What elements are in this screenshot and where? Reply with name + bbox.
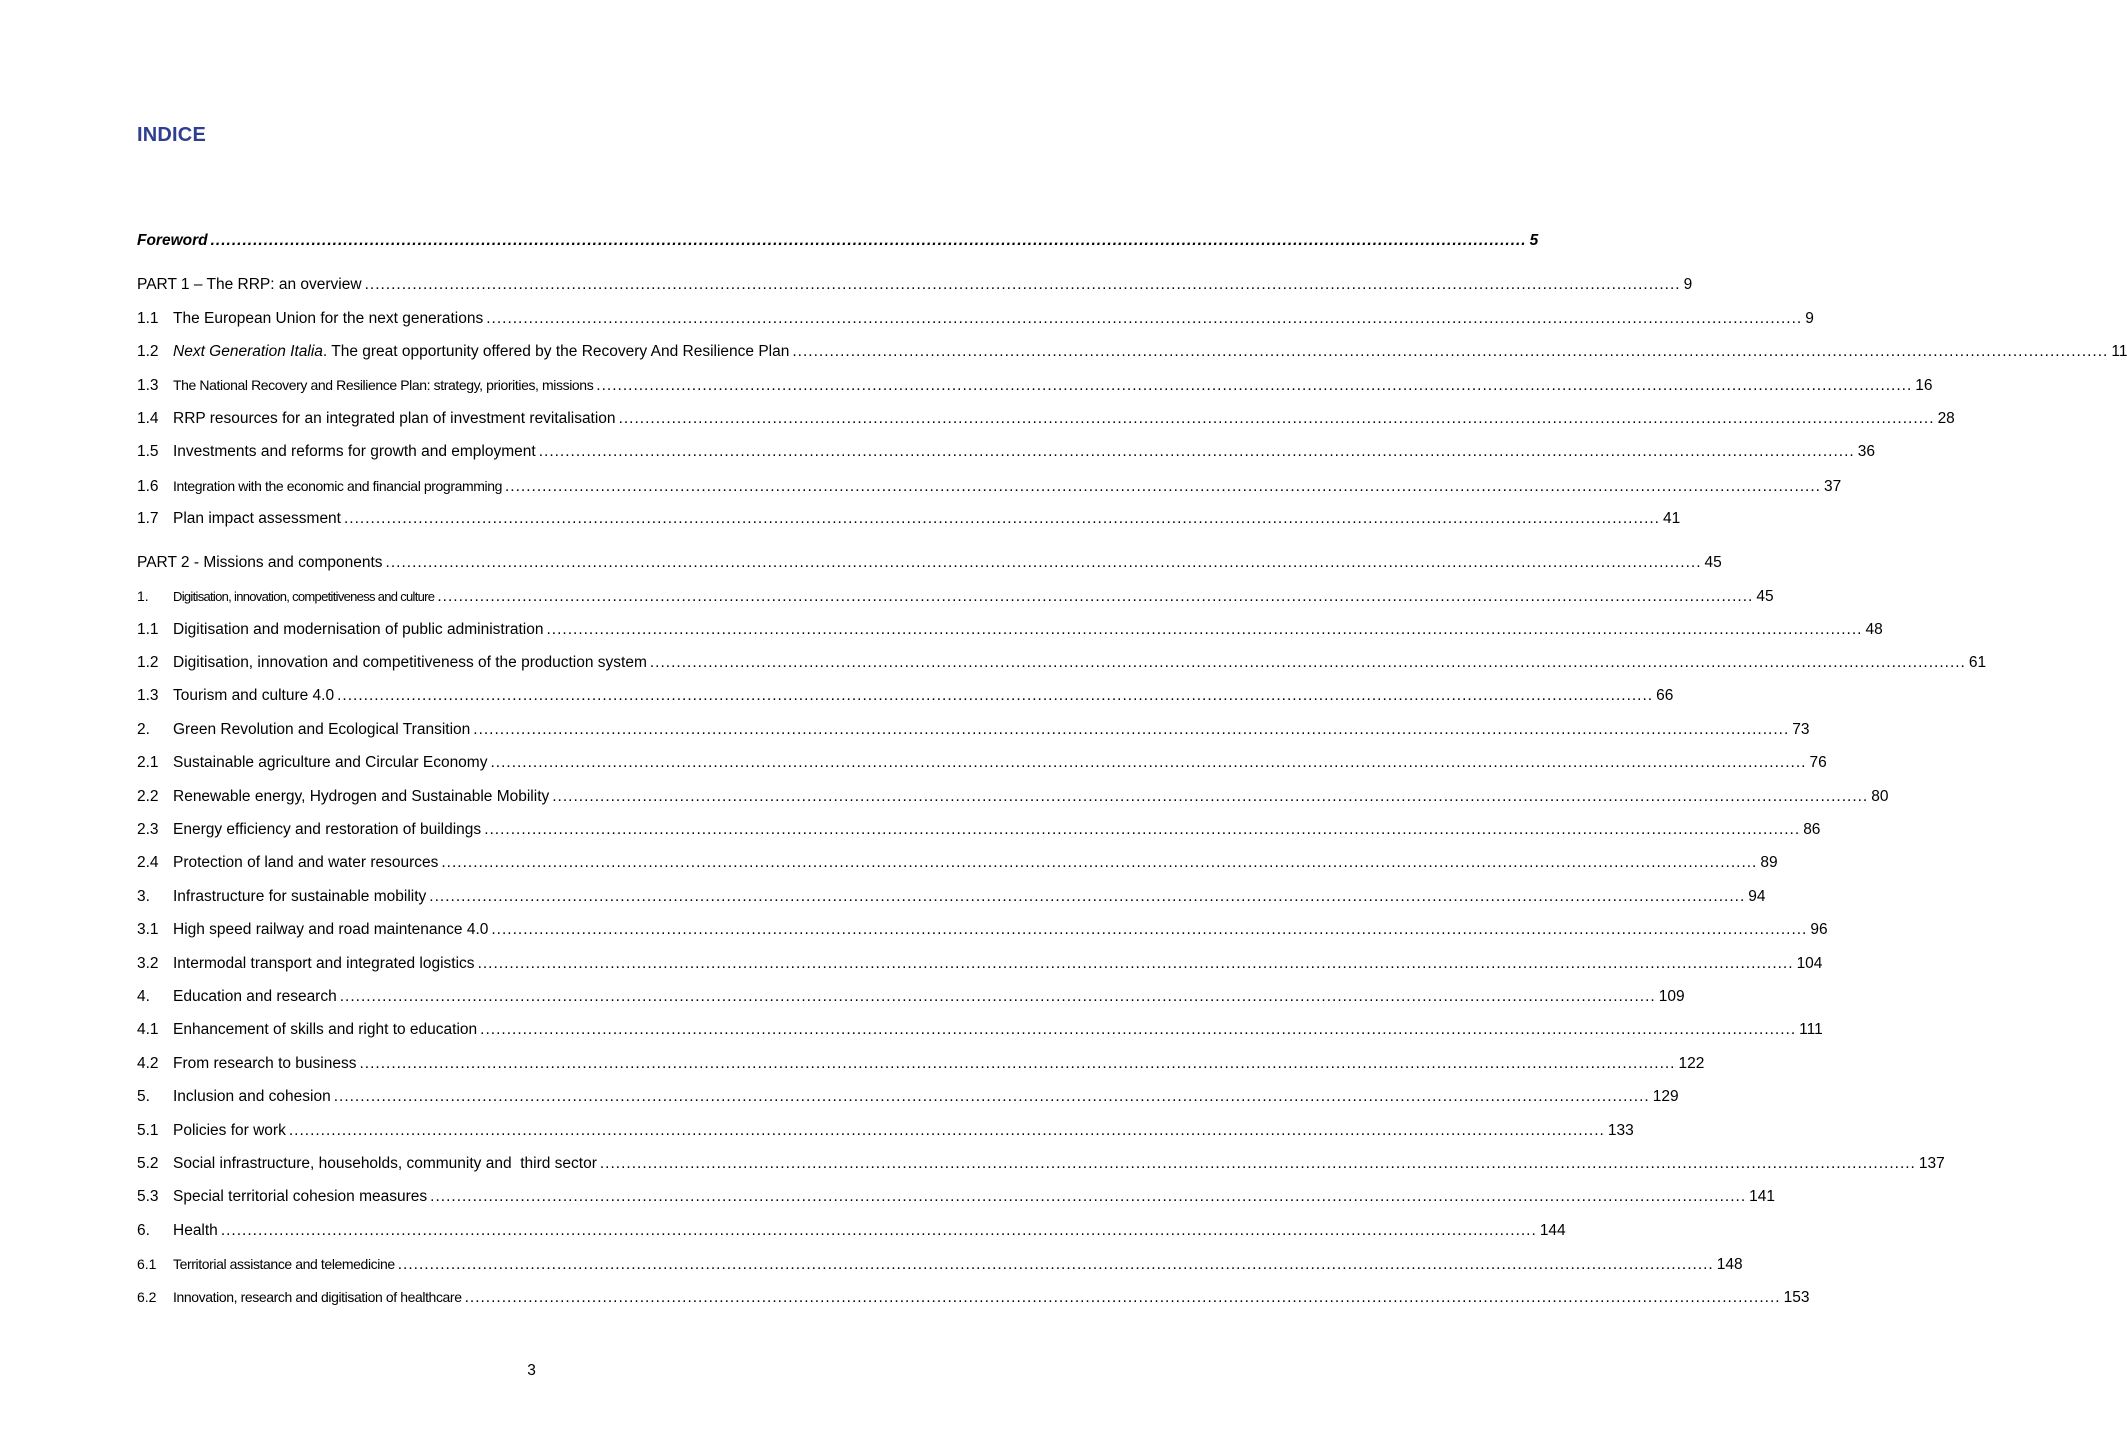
toc-entry-title-italic: Next Generation Italia [173,343,323,360]
toc-entry-title: Digitisation, innovation, competitiveness and culture [173,589,435,604]
toc-entry-title: Digitisation and modernisation of public administration [173,621,544,638]
toc-entry-title-rest: . The great opportunity offered by the Recovery And Resilience Plan [322,343,790,360]
toc-leader [539,441,1855,463]
toc-entry-title: Infrastructure for sustainable mobility [173,888,427,905]
toc-entry-title: Integration with the economic and financial programming [173,478,502,494]
toc-leader [340,986,1656,1008]
toc-entry[interactable] [137,475,1842,497]
toc-entry-page: 48 [1865,621,1883,638]
toc-entry-page: 9 [1683,276,1693,293]
toc-entry-page: 111 [1799,1021,1823,1038]
toc-entry-title: Inclusion and cohesion [173,1088,331,1105]
toc-entry-number: 1.4 [137,410,159,427]
toc-entry-page: 153 [1783,1289,1810,1306]
toc-entry[interactable] [137,1286,1810,1308]
toc-entry-title: PART 2 - Missions and components [137,554,383,571]
toc-entry[interactable] [137,752,1827,774]
toc-entry[interactable] [137,1086,1679,1108]
toc-entry[interactable] [137,719,1810,741]
toc-leader [546,619,1862,641]
toc-entry-number: 1.7 [137,510,159,527]
toc-entry-page: 86 [1803,821,1821,838]
toc-leader [386,552,1702,574]
toc-entry-page: 11 [2111,343,2127,360]
toc-entry-title: PART 1 – The RRP: an overview [137,276,362,293]
toc-entry-number: 1.2 [137,654,159,671]
toc-entry-page: 76 [1809,754,1827,771]
toc-entry-number: 4.2 [137,1055,159,1072]
toc-entry-number: 1.1 [137,310,159,327]
toc-entry-page: 66 [1656,687,1674,704]
toc-leader [473,719,1789,741]
toc-entry-title: Policies for work [173,1122,286,1139]
toc-entry-page: 89 [1760,854,1778,871]
toc-entry-number: 4.1 [137,1021,159,1038]
toc-entry-number: 5.3 [137,1188,159,1205]
toc-leader [289,1120,1605,1142]
toc-entry-page: 41 [1663,510,1681,527]
toc-leader [491,919,1807,941]
toc-entry-title: Enhancement of skills and right to education [173,1021,478,1038]
toc-leader [398,1254,1714,1276]
toc-entry[interactable] [137,585,1774,607]
toc-entry-number: 6.1 [137,1256,157,1272]
page-number: 3 [527,1362,536,1379]
toc-leader [552,786,1868,808]
toc-entry-page: 73 [1792,721,1810,738]
toc-entry-number: 1.5 [137,443,159,460]
toc-entry-page: 61 [1968,654,1987,671]
toc-leader [365,274,1681,296]
toc-entry-title: From research to business [173,1055,357,1072]
toc-entry-page: 137 [1918,1155,1945,1172]
toc-entry-page: 96 [1810,921,1828,938]
toc-entry[interactable] [137,652,1987,674]
toc-leader [505,476,1821,498]
toc-entry-number: 3. [137,888,150,905]
toc-entry-title: Health [173,1222,218,1239]
toc-entry[interactable] [137,1253,1743,1275]
toc-entry-page: 141 [1749,1188,1776,1205]
toc-entry-number: 1.6 [137,478,159,495]
toc-leader [437,586,1753,608]
toc-leader [337,685,1653,707]
toc-entry-page: 148 [1716,1256,1743,1273]
toc-leader [619,408,1935,430]
toc-entry-title: Investments and reforms for growth and employment [173,443,536,460]
toc-entry[interactable] [137,341,2127,363]
toc-leader [490,752,1806,774]
toc-entry-number: 2.4 [137,854,159,871]
toc-entry[interactable] [137,953,1823,975]
toc-leader [600,1153,1916,1175]
toc-entry-title: Energy efficiency and restoration of buildings [173,821,482,838]
toc-leader [484,819,1800,841]
toc-entry-page: 16 [1915,377,1933,394]
toc-entry-foreword[interactable] [137,230,1539,252]
toc-entry-number: 4. [137,988,150,1005]
toc-entry[interactable] [137,685,1674,707]
toc-entry[interactable] [137,1019,1823,1041]
toc-entry-number: 1.3 [137,377,159,394]
toc-entry-title [173,341,789,363]
toc-entry-page: 109 [1658,988,1685,1005]
toc-leader [221,1220,1537,1242]
table-of-contents [137,0,2127,1447]
toc-entry-title: Protection of land and water resources [173,854,439,871]
toc-entry[interactable] [137,408,1955,430]
toc-entry[interactable] [137,1186,1776,1208]
toc-leader [465,1287,1781,1309]
toc-entry-title: RRP resources for an integrated plan of investment revitalisation [173,410,616,427]
toc-entry-title: Green Revolution and Ecological Transition [173,721,471,738]
toc-entry[interactable] [137,1220,1566,1242]
toc-entry-page: 144 [1539,1222,1566,1239]
page-title: INDICE [137,124,206,146]
toc-entry[interactable] [137,919,1828,941]
toc-leader [360,1053,1676,1075]
toc-leader [596,375,1912,397]
toc-entry[interactable] [137,786,1889,808]
toc-entry[interactable] [137,441,1875,463]
toc-entry-title: Intermodal transport and integrated logistics [173,955,475,972]
toc-entry-page: 45 [1704,554,1722,571]
toc-leader [429,886,1745,908]
toc-entry-title: Social infrastructure, households, community and third sector [173,1155,597,1172]
toc-leader [478,953,1794,975]
toc-entry-number: 1.1 [137,621,159,638]
toc-entry-number: 5. [137,1088,150,1105]
toc-leader [650,652,1966,674]
toc-entry-title: Innovation, research and digitisation of healthcare [173,1289,462,1305]
toc-entry-title: High speed railway and road maintenance 4.0 [173,921,489,938]
toc-leader [211,230,1527,252]
toc-entry[interactable] [137,308,1814,330]
toc-entry-page: 28 [1937,410,1955,427]
toc-leader [480,1019,1796,1041]
toc-entry[interactable] [137,508,1681,530]
toc-entry-title: Sustainable agriculture and Circular Economy [173,754,488,771]
toc-entry[interactable] [137,552,1722,574]
toc-leader [344,508,1660,530]
toc-entry-page: 5 [1529,232,1539,249]
toc-entry[interactable] [137,986,1685,1008]
toc-entry[interactable] [137,274,1693,296]
toc-entry-page: 45 [1756,588,1774,605]
toc-leader [486,308,1802,330]
toc-entry-title: Renewable energy, Hydrogen and Sustainable Mobility [173,788,550,805]
toc-entry[interactable] [137,852,1778,874]
toc-entry[interactable] [137,1120,1634,1142]
toc-entry-number: 5.2 [137,1155,159,1172]
toc-entry-page: 36 [1857,443,1875,460]
toc-entry-number: 3.2 [137,955,159,972]
toc-entry-number: 1.2 [137,343,159,360]
toc-entry-title: The European Union for the next generations [173,310,484,327]
toc-entry-title: Education and research [173,988,337,1005]
toc-entry-number: 2.3 [137,821,159,838]
toc-entry-title: Territorial assistance and telemedicine [173,1256,395,1272]
toc-leader [792,341,2108,363]
toc-entry-number: 1.3 [137,687,159,704]
toc-entry-title: Foreword [137,232,208,249]
toc-entry-number: 2. [137,721,150,738]
toc-entry-page: 9 [1805,310,1814,327]
toc-entry-number: 3.1 [137,921,159,938]
toc-entry[interactable] [137,819,1821,841]
toc-entry-page: 94 [1748,888,1766,905]
toc-entry-title: Special territorial cohesion measures [173,1188,428,1205]
toc-entry-page: 80 [1871,788,1889,805]
toc-entry[interactable] [137,1153,1945,1175]
toc-entry-number: 5.1 [137,1122,159,1139]
toc-entry[interactable] [137,374,1933,396]
toc-entry-page: 37 [1823,478,1842,495]
toc-entry[interactable] [137,1053,1705,1075]
toc-entry-title: Plan impact assessment [173,510,341,527]
toc-entry-title: The National Recovery and Resilience Plan: strategy, priorities, missions [173,377,594,393]
toc-entry-title: Digitisation, innovation and competitiveness of the production system [173,654,647,671]
toc-entry-page: 133 [1607,1122,1634,1139]
toc-entry-page: 122 [1678,1055,1705,1072]
toc-entry-title: Tourism and culture 4.0 [173,687,335,704]
toc-entry-page: 129 [1652,1088,1679,1105]
toc-entry-number: 6. [137,1222,150,1239]
toc-entry-number: 6.2 [137,1289,157,1305]
toc-entry[interactable] [137,886,1766,908]
toc-entry[interactable] [137,619,1883,641]
toc-entry-number: 1. [137,588,149,604]
toc-leader [334,1086,1650,1108]
toc-leader [430,1186,1746,1208]
toc-entry-number: 2.2 [137,788,159,805]
toc-entry-number: 2.1 [137,754,159,771]
toc-entry-page: 104 [1796,955,1823,972]
toc-leader [441,852,1757,874]
